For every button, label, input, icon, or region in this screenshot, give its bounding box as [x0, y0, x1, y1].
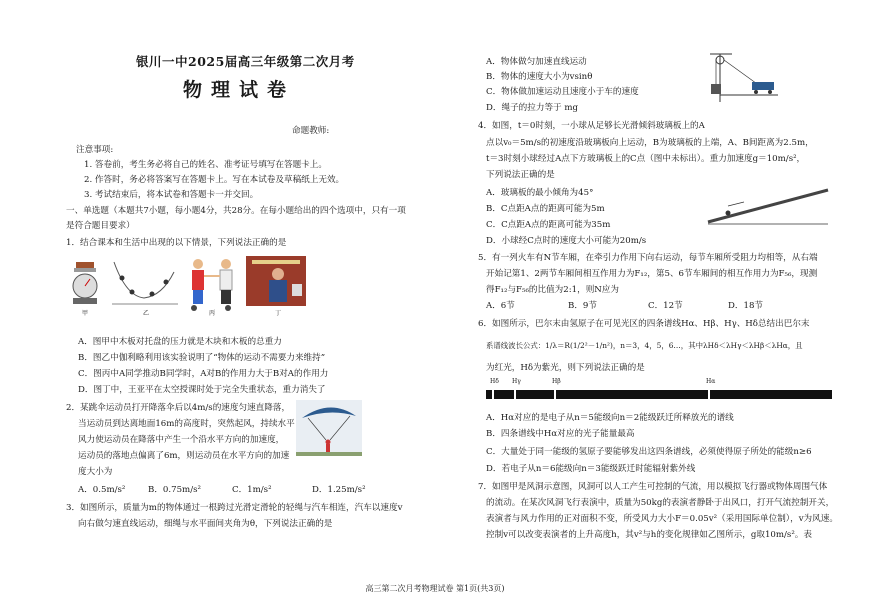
question-3-option: C．物体做加速运动且速度小于车的速度 [486, 87, 639, 97]
spectrum-line [708, 390, 710, 399]
question-2-line: 运动员的落地点偏离了6m，则运动员在水平方向的加速 [78, 451, 290, 461]
space-lesson-photo [246, 256, 306, 306]
question-4-line: 4．如图，t＝0时刻，一小球从足够长光滑倾斜玻璃板上的A [478, 121, 705, 131]
question-6-option: C．大量处于同一能级的氢原子要能够发出这四条谱线，必须使得原子所处的能级n≥6 [486, 447, 812, 457]
question-6-line: 系谱线波长公式：1/λ＝R(1/2²－1/n²)，n＝3，4，5，6…，其中λHδ＜λHγ＜λHβ＜λHα，且 [486, 341, 803, 350]
students-figure [191, 259, 232, 311]
question-2-option: A．0.5m/s² [78, 485, 126, 495]
spectrum-line [514, 390, 516, 399]
question-6-line: 为红光，Hδ为紫光，则下列说法正确的是 [486, 363, 645, 373]
question-6-option: B．四条谱线中Hα对应的光子能量最高 [486, 429, 635, 439]
spectrum-label-hbeta: Hβ [552, 378, 561, 385]
note-item: 2. 作答时，务必将答案写在答题卡上。写在本试卷及草稿纸上无效。 [84, 175, 345, 185]
question-5-option: A．6节 [486, 301, 515, 311]
spectrum-label-hgamma: Hγ [512, 378, 521, 385]
section-heading-cont: 是符合题目要求） [66, 221, 135, 231]
question-1-option: A．图甲中木板对托盘的压力就是木块和木板的总重力 [78, 337, 282, 347]
question-3-option: D．绳子的拉力等于 mg [486, 103, 579, 113]
figure-label-ding: 丁 [275, 310, 282, 317]
question-3-line: 向右做匀速直线运动，细绳与水平面间夹角为θ，下列说法正确的是 [78, 519, 333, 529]
question-7-line: 控制v可以改变表演者的上升高度h，其v²与h的变化规律如乙图所示，g取10m/s²。表 [486, 530, 812, 540]
question-5-line: 5．有一列火车有N节车厢，在牵引力作用下向右运动，每节车厢所受阻力均相等，从右端 [478, 253, 818, 263]
note-item: 1. 答卷前，考生务必将自己的姓名、准考证号填写在答题卡上。 [84, 160, 327, 170]
figure-label-jia: 甲 [82, 310, 89, 317]
question-4-line: 点以v₀＝5m/s的初速度沿玻璃板向上运动，B为玻璃板的上端，A、B间距离为2.5m， [486, 138, 814, 148]
question-1-option: B．图乙中伽利略利用该实验说明了“物体的运动不需要力来维持” [78, 353, 326, 363]
figure-label-bing: 丙 [209, 310, 216, 317]
question-2-option: D．1.25m/s² [312, 485, 366, 495]
question-6-option: A．Hα对应的是电子从n＝5能级向n＝2能级跃迁所释放光的谱线 [486, 413, 734, 423]
question-5-line: 得F₁₂与F₅₆的比值为2:1，则N应为 [486, 285, 619, 295]
school-title: 银川一中2025届高三年级第二次月考 [136, 54, 355, 69]
question-2-option: C．1m/s² [232, 485, 272, 495]
spectrum-label-halpha: Hα [706, 378, 716, 385]
question-5-option: B．9节 [568, 301, 597, 311]
page-footer: 高三第二次月考物理试卷 第1页(共3页) [365, 584, 505, 593]
note-item: 3. 考试结束后，将本试卷和答题卡一并交回。 [84, 190, 259, 200]
question-4-line: 下列说法正确的是 [486, 170, 555, 180]
spectrum-line [492, 390, 494, 399]
question-2-option: B．0.75m/s² [148, 485, 201, 495]
parachute-photo [296, 400, 362, 456]
question-4-option: D．小球经C点时的速度大小可能为20m/s [486, 236, 647, 246]
question-6-line: 6．如图所示，巴尔末由氢原子在可见光区的四条谱线Hα、Hβ、Hγ、Hδ总结出巴尔末 [478, 319, 810, 329]
question-4-line: t＝3时刻小球经过A点下方玻璃板上的C点（图中未标出）。重力加速度g＝10m/s²， [486, 154, 806, 164]
incline-glass-figure [704, 186, 834, 226]
question-1-stem: 1．结合课本和生活中出现的以下情景，下列说法正确的是 [66, 238, 287, 248]
question-1-figures [66, 254, 376, 318]
question-7-line: 的流动。在某次风洞飞行表演中，质量为50kg的表演者静卧于出风口，打开气流控制开关， [486, 498, 835, 508]
question-7-line: 7．如图甲是风洞示意图，风洞可以人工产生可控制的气流，用以模拟飞行器或物体周围气体 [478, 482, 828, 492]
question-1-option: D．图丁中，王亚平在太空授课时处于完全失重状态，重力消失了 [78, 385, 326, 395]
question-2-line: 当运动员到达离地面16m的高度时，突然起风，持续水平 [78, 419, 295, 429]
subject-title: 物理试卷 [183, 79, 296, 101]
spectrum-bar [486, 390, 832, 399]
question-2-line: 2．某跳伞运动员打开降落伞后以4m/s的速度匀速直降落， [66, 403, 291, 413]
notes-heading: 注意事项: [76, 145, 114, 155]
question-4-option: C．C点距A点的距离可能为35m [486, 220, 611, 230]
question-3-line: 3．如图所示，质量为m的物体通过一根跨过光滑定滑轮的轻绳与汽车相连，汽车以速度v [66, 503, 403, 513]
question-2-line: 度大小为 [78, 467, 113, 477]
spectrum-line [554, 390, 556, 399]
question-5-option: C．12节 [648, 301, 683, 311]
question-3-option: A．物体做匀加速直线运动 [486, 57, 587, 67]
question-7-line: 表演者与风力作用的正对面积不变，所受风力大小F＝0.05v²（采用国际单位制），v为风速。 [486, 514, 838, 524]
scale-figure [73, 262, 97, 304]
question-5-option: D．18节 [728, 301, 764, 311]
galileo-ramp-figure [112, 262, 178, 304]
author-label: 命题教师: [292, 126, 330, 136]
spectrum-label-hdelta: Hδ [490, 378, 499, 385]
section-heading: 一、单选题（本题共7小题，每小题4分，共28分。在每小题给出的四个选项中，只有一项 [66, 206, 406, 216]
question-4-option: B．C点距A点的距离可能为5m [486, 204, 605, 214]
question-6-option: D．若电子从n＝6能级向n＝3能级跃迁时能辐射紫外线 [486, 464, 696, 474]
question-4-option: A．玻璃板的最小倾角为45° [486, 188, 594, 198]
question-1-option: C．图丙中A同学推动B同学时，A对B的作用力大于B对A的作用力 [78, 369, 329, 379]
question-2-line: 风力使运动员在降落中产生一个沿水平方向的加速度， [78, 435, 285, 445]
question-5-line: 开始记第1、2两节车厢间相互作用力为F₁₂，第5、6节车厢间的相互作用力为F₅₆，现测 [486, 269, 818, 279]
figure-label-yi: 乙 [143, 310, 150, 317]
question-3-option: B．物体的速度大小为vsinθ [486, 72, 593, 82]
pulley-car-figure [706, 52, 778, 104]
